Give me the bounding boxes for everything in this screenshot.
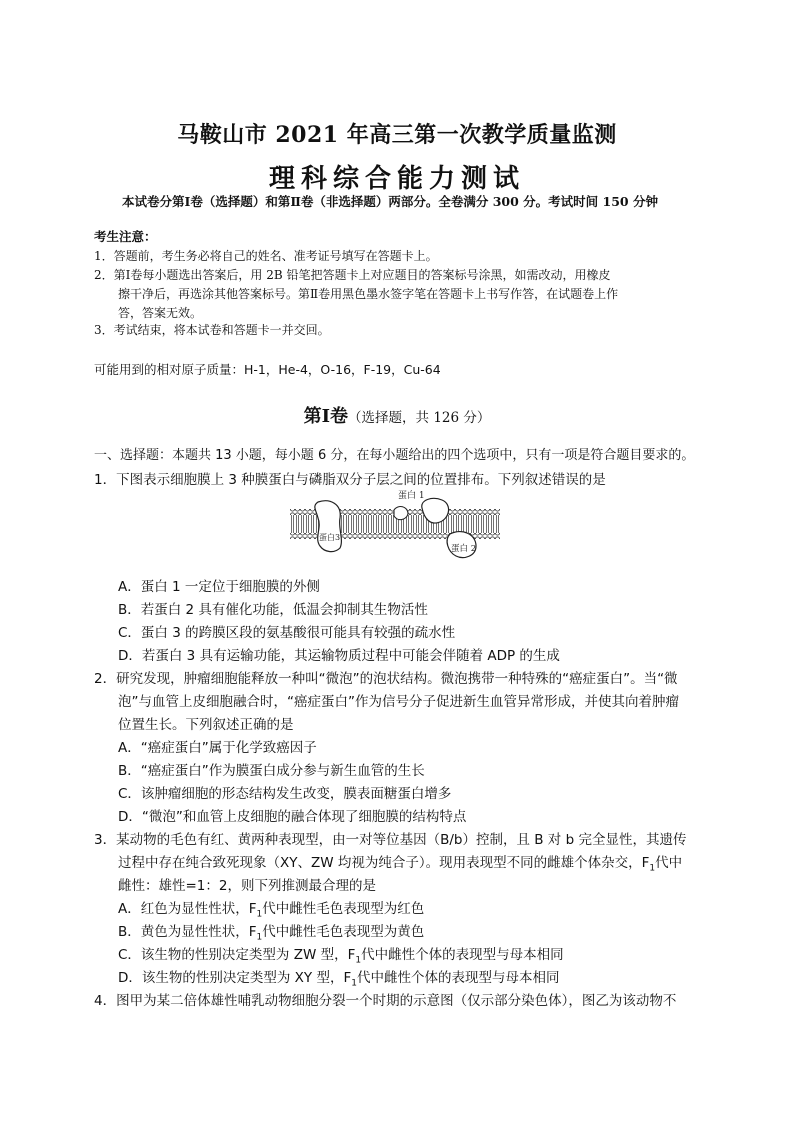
q1-option-d: D．若蛋白 3 具有运输功能，其运输物质过程中可能会伴随着 ADP 的生成 <box>118 648 560 664</box>
q2-option-d: D．“微泡”和血管上皮细胞的融合体现了细胞膜的结构特点 <box>118 809 467 825</box>
q3-line-1: 3．某动物的毛色有红、黄两种表现型，由一对等位基因（B/b）控制，且 B 对 b 完全显性，其遗传 <box>94 832 687 848</box>
q2-line-1: 2．研究发现，肿瘤细胞能释放一种叫“微泡”的泡状结构。微泡携带一种特殊的“癌症蛋白”。当“微 <box>94 671 678 687</box>
q3-option-b: B．黄色为显性性状，$F_1$代中雌性毛色表现型为黄色 <box>118 924 425 943</box>
q2-option-b: B．“癌症蛋白”作为膜蛋白成分参与新生血管的生长 <box>118 763 425 779</box>
notice-item: 3．考试结束，将本试卷和答题卡一并交回。 <box>94 323 330 337</box>
protein-3-label: 蛋白3 <box>319 533 341 542</box>
q1-option-a: A．蛋白 1 一定位于细胞膜的外侧 <box>118 579 320 595</box>
q3-line-3: 雌性：雄性=1：2，则下列推测最合理的是 <box>118 878 376 894</box>
protein-2-label: 蛋白 2 <box>451 544 477 554</box>
section-heading: 一、选择题：本题共 13 小题，每小题 6 分，在每小题给出的四个选项中，只有一项是符合题目要求的。 <box>94 448 695 463</box>
q3-option-d: D．该生物的性别决定类型为 XY 型，$F_1$代中雌性个体的表现型与母本相同 <box>118 970 560 989</box>
exam-subtitle: 理科综合能力测试 <box>268 164 525 194</box>
exam-intro: 本试卷分第Ⅰ卷（选择题）和第Ⅱ卷（非选择题）两部分。全卷满分 300 分。考试时间 150 分钟 <box>122 194 658 209</box>
q4-line-1: 4．图甲为某二倍体雄性哺乳动物细胞分裂一个时期的示意图（仅示部分染色体），图乙为该动物不 <box>94 993 677 1009</box>
volume-note: （选择题，共 126 分） <box>348 410 491 426</box>
notice-item: 答，答案无效。 <box>118 306 203 320</box>
atomic-masses: 可能用到的相对原子质量：H-1，He-4，O-16，F-19，Cu-64 <box>94 362 441 377</box>
q3-option-c: C．该生物的性别决定类型为 ZW 型，$F_1$代中雌性个体的表现型与母本相同 <box>118 947 564 966</box>
q2-line-3: 位置生长。下列叙述正确的是 <box>118 717 294 733</box>
q2-option-a: A．“癌症蛋白”属于化学致癌因子 <box>118 740 317 756</box>
protein-mid-shape <box>394 507 408 520</box>
volume-label: 第Ⅰ卷 <box>303 406 349 427</box>
volume-heading <box>0 402 794 428</box>
notice-item: 1．答题前，考生务必将自己的姓名、准考证号填写在答题卡上。 <box>94 249 438 263</box>
q3-option-a: A．红色为显性性状，$F_1$代中雌性毛色表现型为红色 <box>118 901 425 920</box>
protein-3-shape <box>315 501 342 552</box>
q1-option-b: B．若蛋白 2 具有催化功能，低温会抑制其生物活性 <box>118 602 428 618</box>
q2-line-2: 泡”与血管上皮细胞融合时，“癌症蛋白”作为信号分子促进新生血管异常形成，并使其向着肿瘤 <box>118 694 679 710</box>
notice-item: 2．第Ⅰ卷每小题选出答案后，用 2B 铅笔把答题卡上对应题目的答案标号涂黑，如需改动，用橡皮 <box>94 268 611 282</box>
notice-heading: 考生注意： <box>94 229 157 244</box>
q3-line-2: 过程中存在纯合致死现象（XY、ZW 均视为纯合子）。现用表现型不同的雌雄个体杂交，$F_1$代中 <box>118 855 683 874</box>
notice-item: 擦干净后，再选涂其他答案标号。第Ⅱ卷用黑色墨水签字笔在答题卡上书写作答，在试题卷上作 <box>118 287 619 301</box>
q2-option-c: C．该肿瘤细胞的形态结构发生改变，膜表面糖蛋白增多 <box>118 786 452 802</box>
protein-1-label: 蛋白 1 <box>398 491 425 501</box>
q1-stem: 1．下图表示细胞膜上 3 种膜蛋白与磷脂双分子层之间的位置排布。下列叙述错误的是 <box>94 472 606 488</box>
exam-title: 马鞍山市 2021 年高三第一次教学质量监测 <box>177 122 617 148</box>
membrane-diagram <box>290 488 500 562</box>
q1-option-c: C．蛋白 3 的跨膜区段的氨基酸很可能具有较强的疏水性 <box>118 625 456 641</box>
